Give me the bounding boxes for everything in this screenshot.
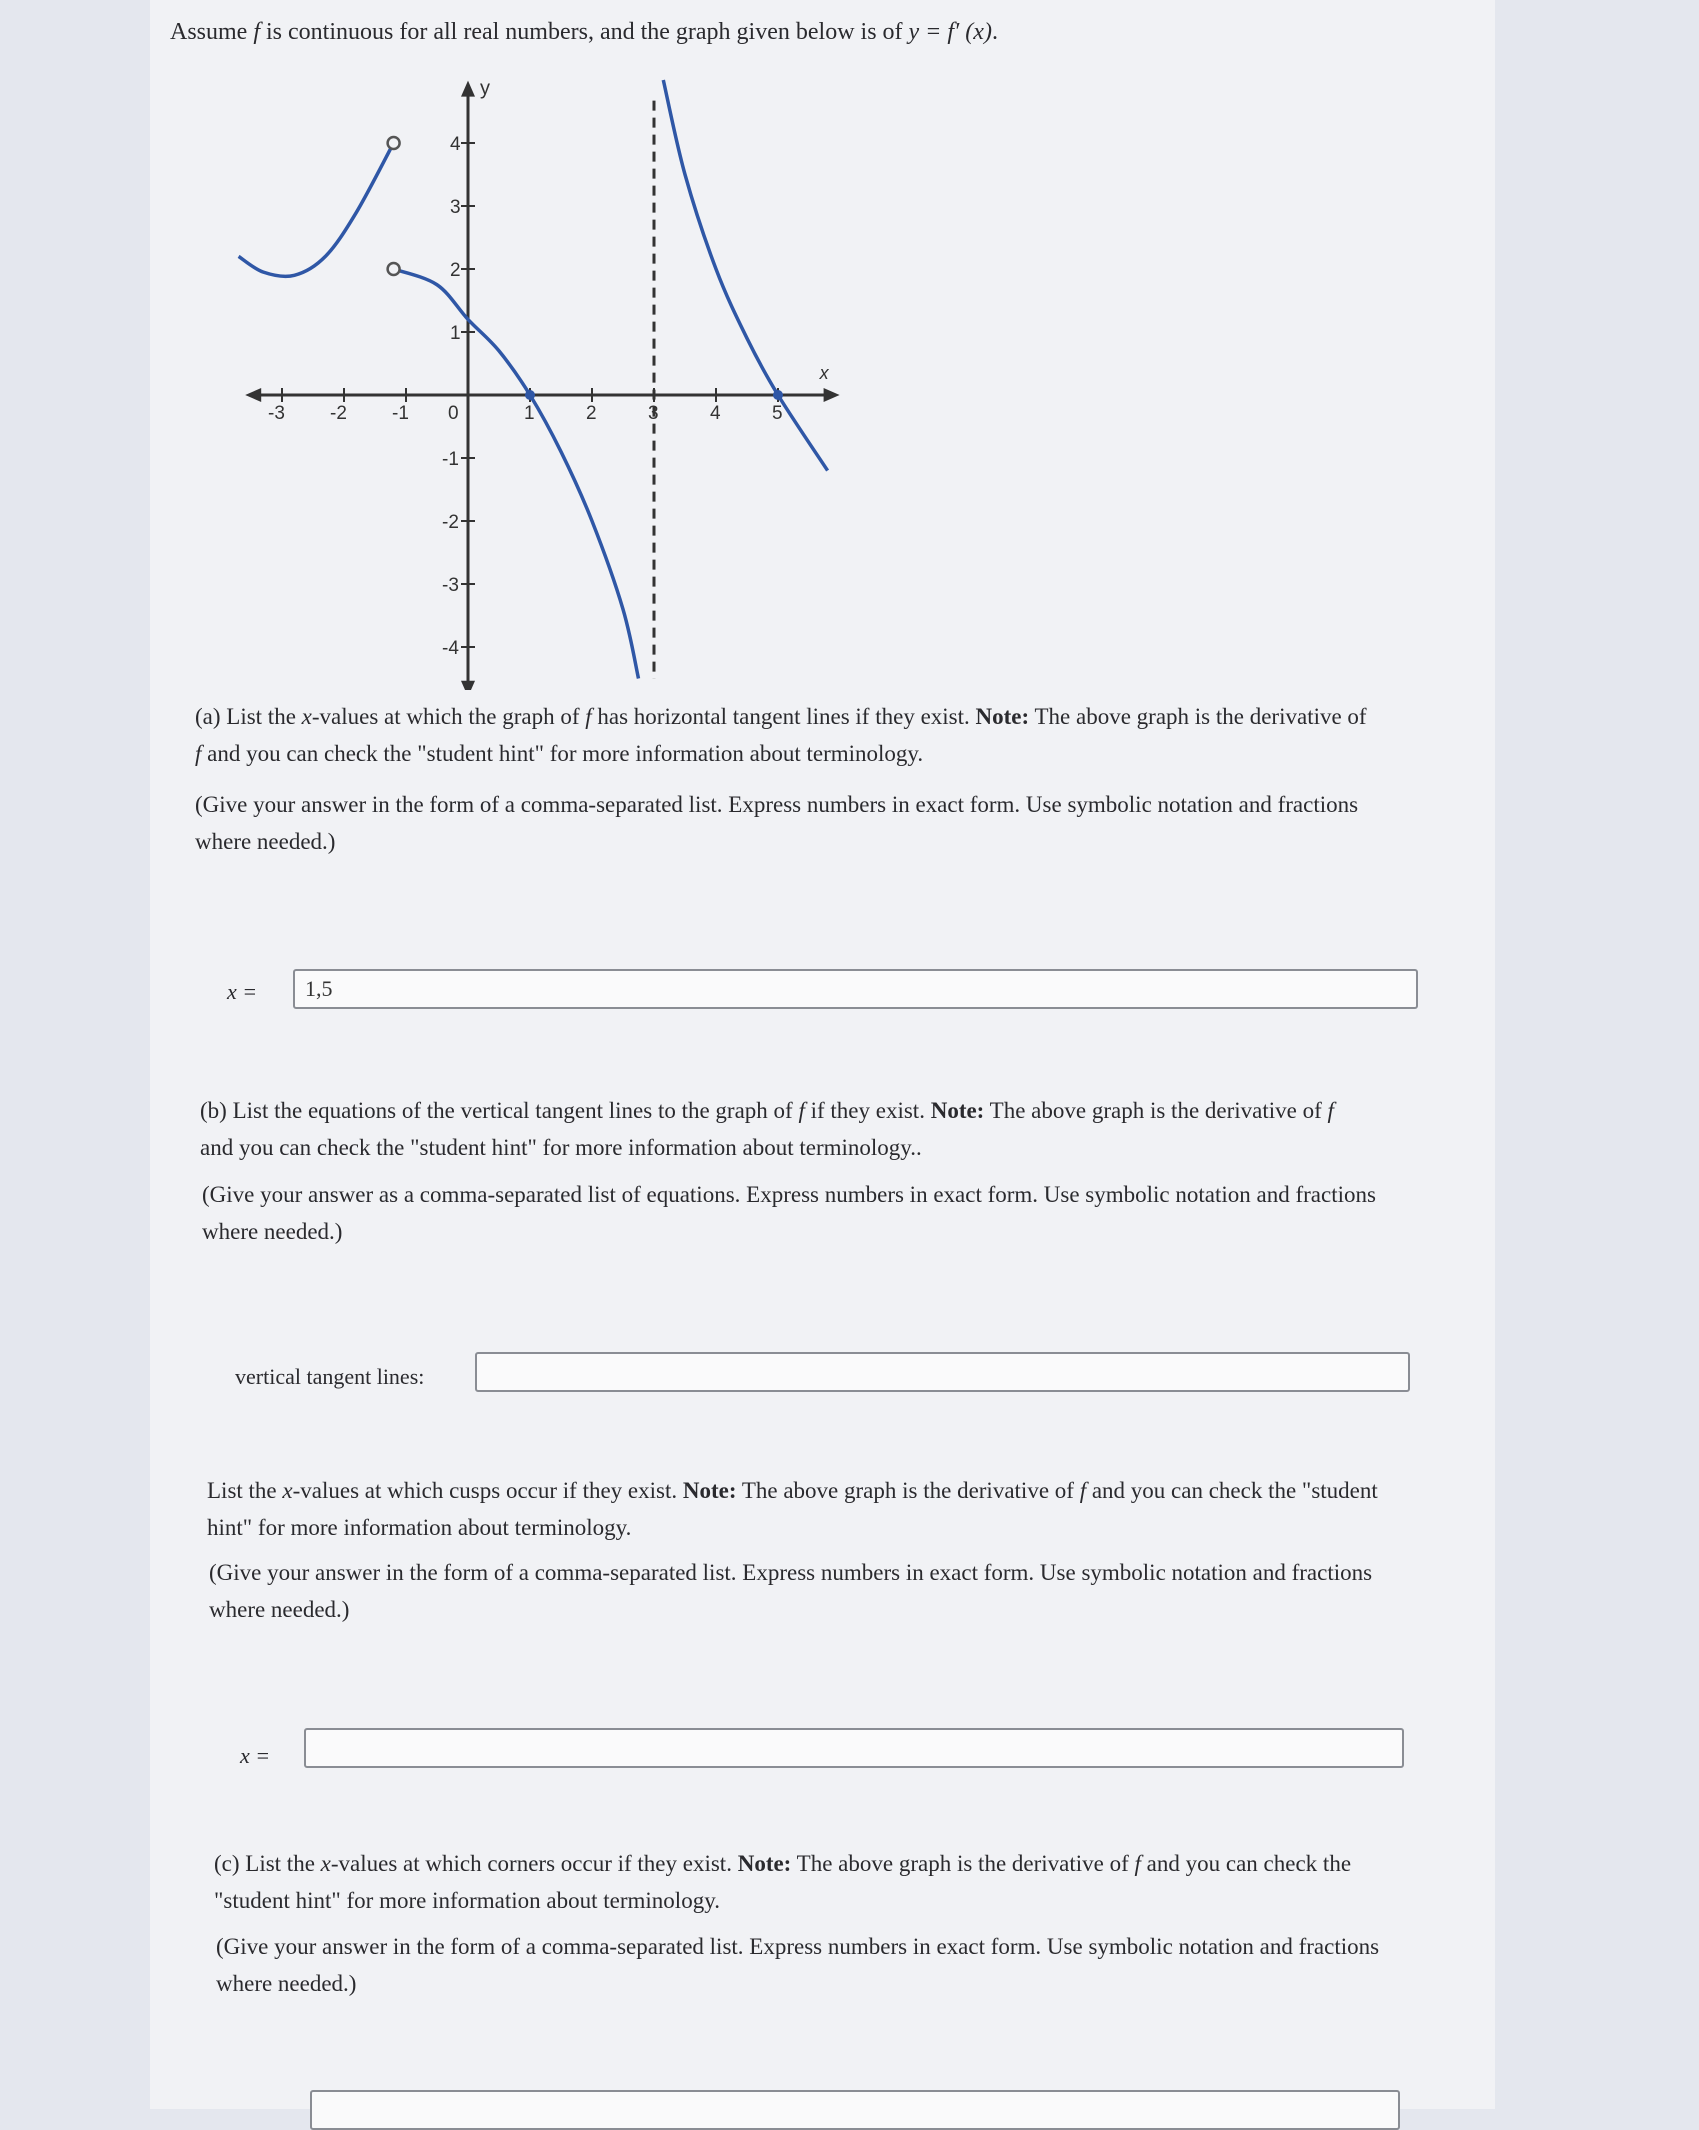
x-tick-label: 0 <box>448 403 459 424</box>
intro-mid: is continuous for all real numbers, and the graph given below is of <box>260 19 909 45</box>
part-b-question <box>200 1092 1334 1166</box>
x-axis-arrow-left <box>245 388 261 402</box>
cusps-text-4: and you can check the "student <box>1086 1478 1378 1503</box>
part-c-instructions <box>216 1928 1379 2002</box>
x-intercept-point <box>525 390 535 400</box>
part-a-x: x <box>301 704 312 729</box>
x-tick-label: 1 <box>524 403 535 424</box>
part-a-text-5: and you can check the "student hint" for more information about terminology. <box>201 741 924 766</box>
curve-piece-right <box>663 80 827 471</box>
cusps-question <box>207 1472 1378 1546</box>
cusps-instr-1: (Give your answer in the form of a comma-separated list. Express numbers in exact form. Use symbolic notation and fractions <box>209 1560 1373 1585</box>
cusps-f: f <box>1079 1478 1087 1503</box>
part-c-text-2: -values at which corners occur if they exist. <box>330 1851 738 1876</box>
y-tick-label: -2 <box>442 512 459 533</box>
part-a-note: Note: <box>975 704 1030 729</box>
part-b-note: Note: <box>930 1098 985 1123</box>
cusps-x: x <box>282 1478 293 1503</box>
y-tick-label: -4 <box>442 638 459 659</box>
part-a-answer-input[interactable]: 1,5 <box>293 969 1418 1009</box>
part-b-instructions <box>202 1176 1376 1250</box>
part-c-text-1: (c) List the <box>214 1851 321 1876</box>
x-tick-label: 2 <box>586 403 597 424</box>
y-axis-arrow-down <box>461 681 475 690</box>
graph-curves <box>239 77 828 679</box>
x-tick-label: -3 <box>268 403 285 424</box>
open-circle-marker <box>388 137 400 149</box>
x-tick-label: -1 <box>392 403 409 424</box>
part-b-instr-1: (Give your answer as a comma-separated list of equations. Express numbers in exact form. Use symbolic notation and fractions <box>202 1182 1376 1207</box>
part-c-question <box>214 1845 1351 1919</box>
intro-text <box>170 14 998 51</box>
part-c-text-5: "student hint" for more information about terminology. <box>214 1888 720 1913</box>
x-tick-label: -2 <box>330 403 347 424</box>
part-c-instr-1: (Give your answer in the form of a comma-separated list. Express numbers in exact form. Use symbolic notation and fractions <box>216 1934 1380 1959</box>
part-b-text-2: if they exist. <box>804 1098 931 1123</box>
intro-end: . <box>991 19 998 45</box>
x-tick-label: 5 <box>772 403 783 424</box>
y-tick-label: 3 <box>450 197 461 218</box>
part-c-text-3: The above graph is the derivative of <box>791 1851 1135 1876</box>
y-tick-label: -1 <box>442 449 459 470</box>
part-a-text-4: The above graph is the derivative of <box>1029 704 1367 729</box>
derivative-graph <box>220 60 860 690</box>
cusps-instr-2: where needed.) <box>209 1597 350 1622</box>
part-b-instr-2: where needed.) <box>202 1219 343 1244</box>
cusps-text-1: List the <box>207 1478 283 1503</box>
part-a-text-3: has horizontal tangent lines if they exist. <box>591 704 976 729</box>
part-b-text-1: (b) List the equations of the vertical tangent lines to the graph of <box>200 1098 799 1123</box>
y-tick-label: -3 <box>442 575 459 596</box>
curve-piece-left <box>239 143 394 276</box>
cusps-text-2: -values at which cusps occur if they exist. <box>292 1478 683 1503</box>
cusps-text-5: hint" for more information about terminology. <box>207 1515 632 1540</box>
part-c-instr-2: where needed.) <box>216 1971 357 1996</box>
cusps-answer-input[interactable] <box>304 1728 1404 1768</box>
part-a-instructions <box>195 786 1358 860</box>
x-tick-label: 3 <box>648 403 659 424</box>
part-b-label: vertical tangent lines: <box>235 1364 425 1389</box>
part-a-instr-2: where needed.) <box>195 829 336 854</box>
y-tick-label: 2 <box>450 260 461 281</box>
x-intercept-point <box>773 390 783 400</box>
part-b-answer-input[interactable] <box>475 1352 1410 1392</box>
cusps-note: Note: <box>682 1478 737 1503</box>
cusps-instructions <box>209 1554 1372 1628</box>
intro-before: Assume <box>170 19 254 45</box>
x-tick-label: 4 <box>710 403 721 424</box>
part-a-text-2: -values at which the graph of <box>311 704 586 729</box>
y-axis-arrow-up <box>461 81 475 97</box>
part-a-text-1: (a) List the <box>195 704 302 729</box>
part-a-label: x = <box>227 979 258 1004</box>
part-c-answer-input[interactable] <box>310 2090 1400 2130</box>
part-b-f-2: f <box>1327 1098 1334 1123</box>
open-circle-marker <box>388 263 400 275</box>
part-c-f: f <box>1134 1851 1141 1876</box>
part-a-f: f <box>585 704 592 729</box>
intro-f: f <box>253 19 261 45</box>
y-tick-label: 4 <box>450 134 461 155</box>
part-c-note: Note: <box>737 1851 792 1876</box>
part-b-f: f <box>798 1098 805 1123</box>
intro-expr: y = f′ (x) <box>908 19 992 45</box>
part-c-x: x <box>320 1851 331 1876</box>
part-b-text-4: and you can check the "student hint" for more information about terminology.. <box>200 1135 922 1160</box>
cusps-label: x = <box>240 1743 271 1768</box>
x-axis-label: x <box>819 363 829 383</box>
part-a-question <box>195 698 1367 772</box>
part-c-text-4: and you can check the <box>1140 1851 1352 1876</box>
curve-piece-middle <box>394 269 639 679</box>
y-tick-label: 1 <box>450 323 461 344</box>
part-a-instr-1: (Give your answer in the form of a comma-separated list. Express numbers in exact form. Use symbolic notation and fractions <box>195 792 1359 817</box>
cusps-text-3: The above graph is the derivative of <box>736 1478 1080 1503</box>
y-axis-label: y <box>480 77 490 100</box>
part-a-f-2: f <box>195 741 202 766</box>
part-b-text-3: The above graph is the derivative of <box>984 1098 1328 1123</box>
x-axis-arrow-right <box>824 388 840 402</box>
graph-axes <box>245 78 839 690</box>
